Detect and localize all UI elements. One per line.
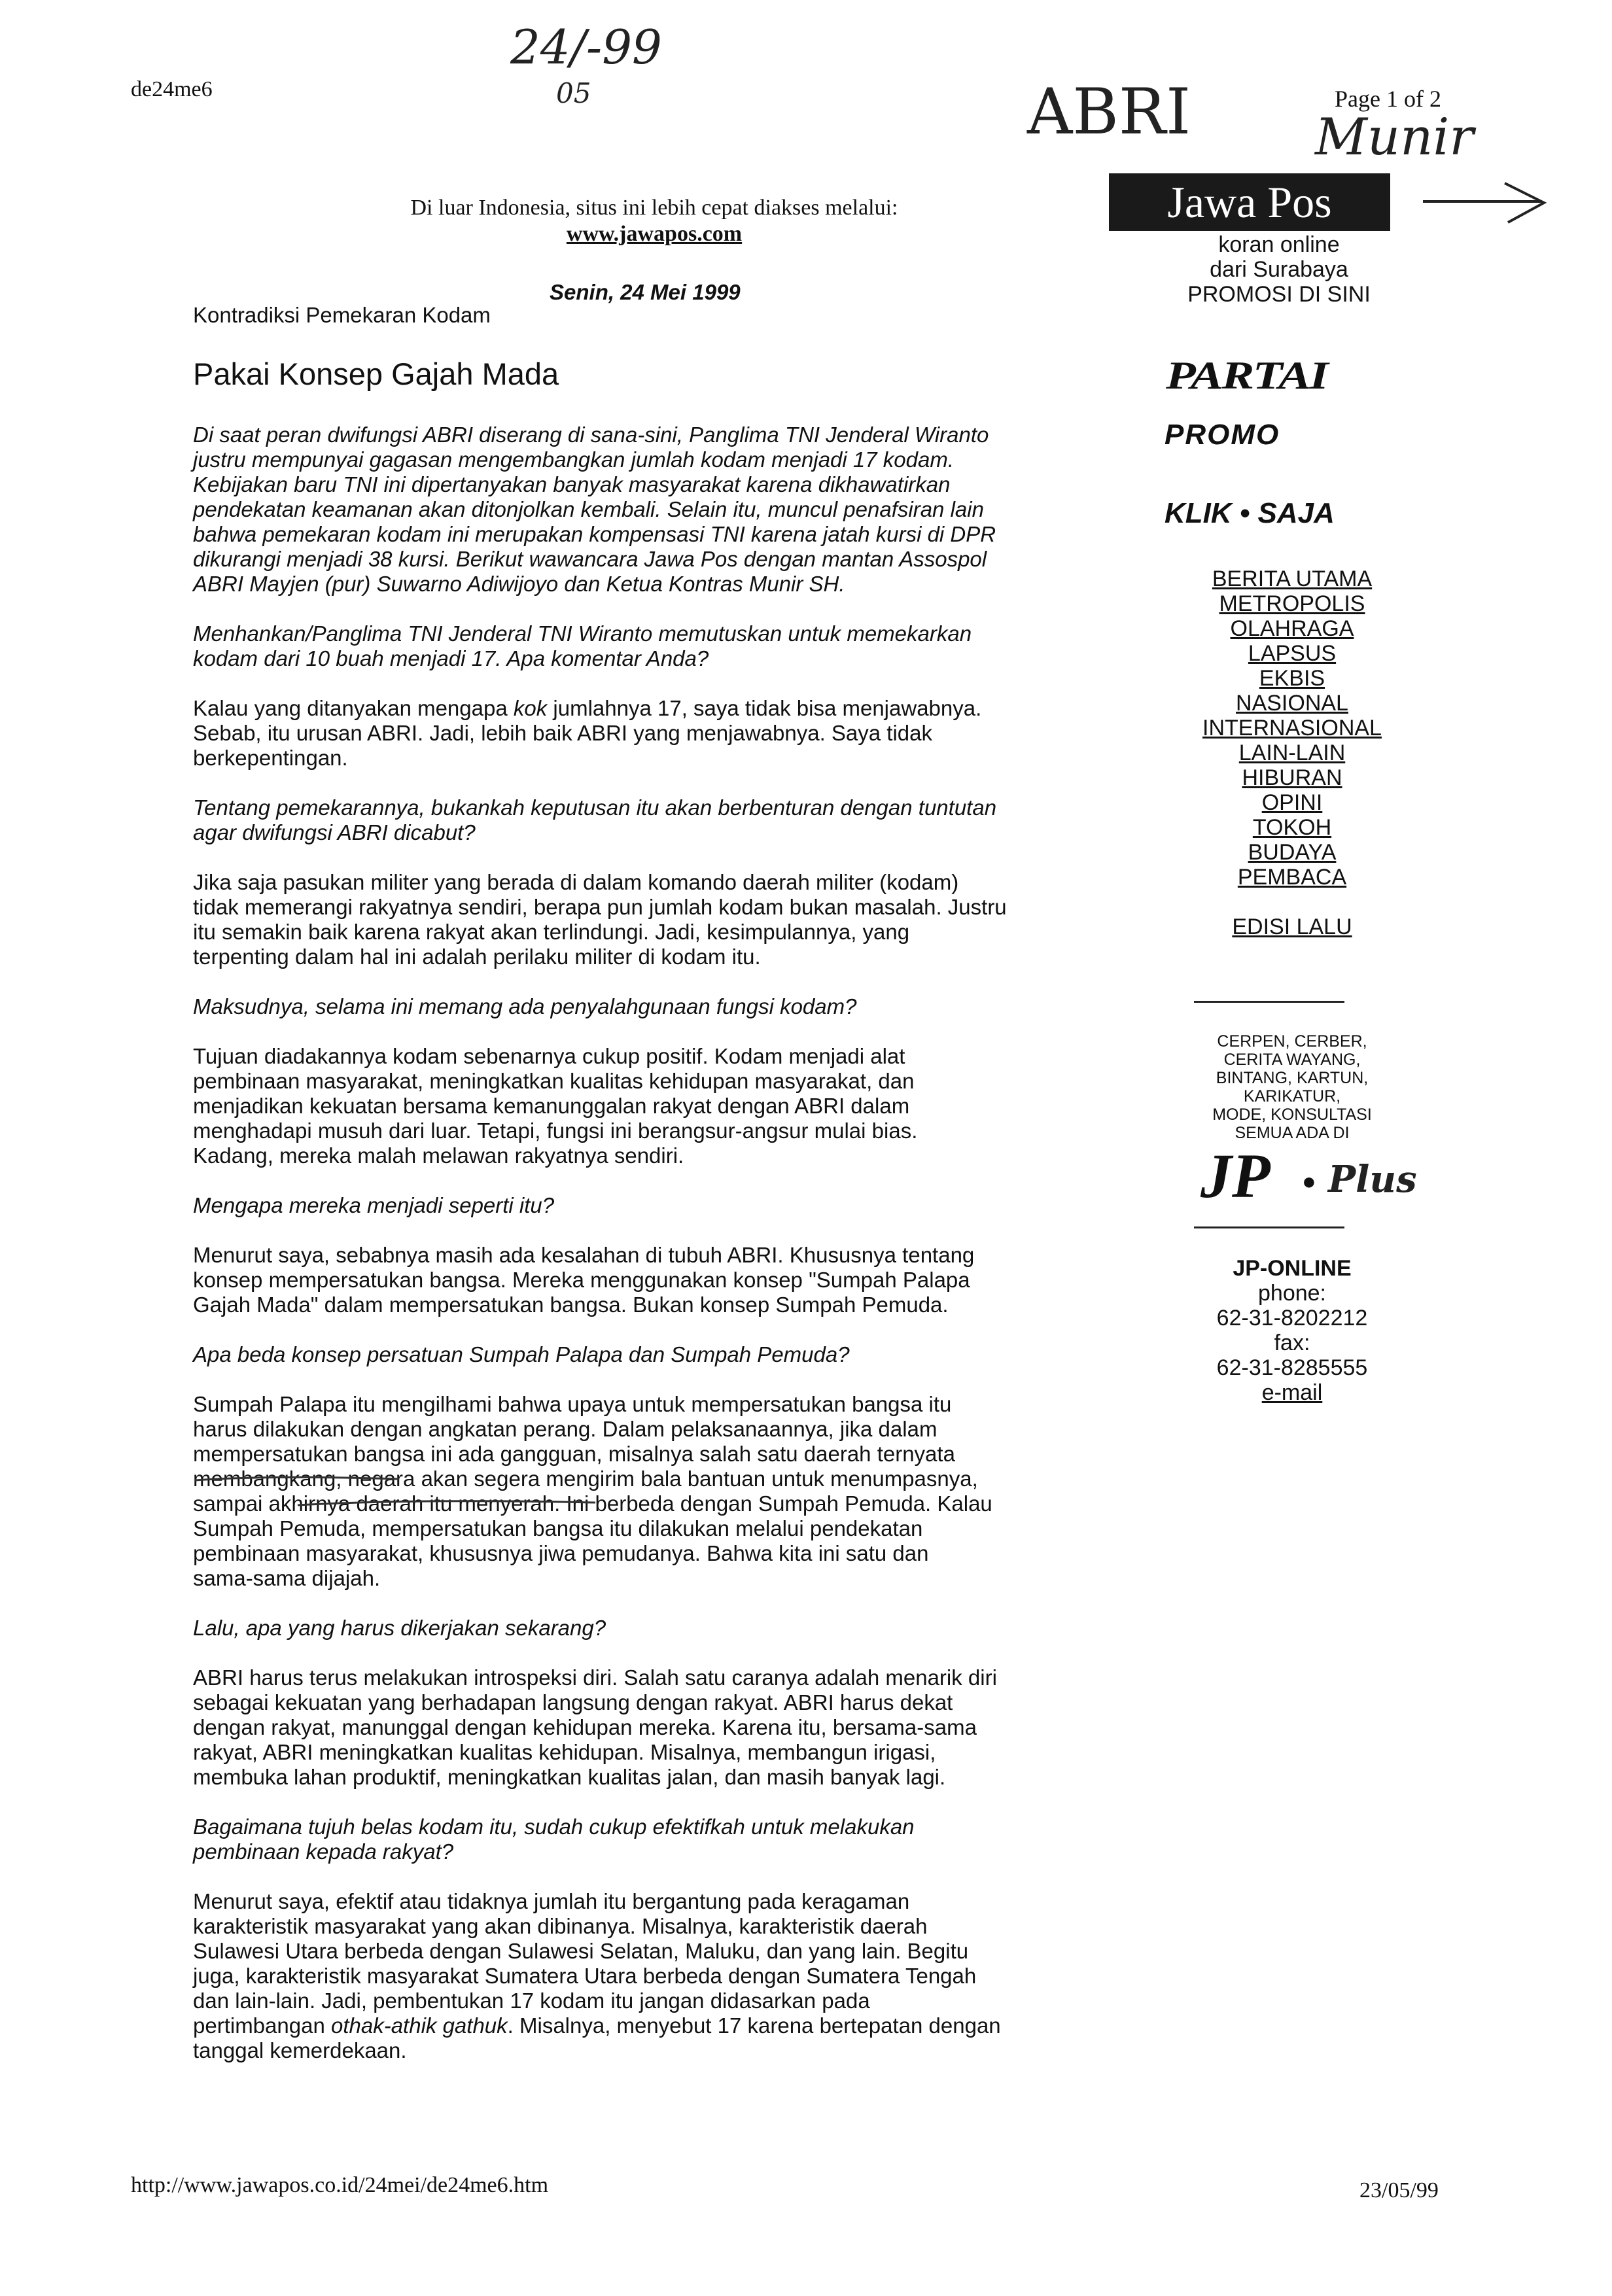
promo-logo[interactable]: PROMO — [1165, 419, 1280, 451]
promo-label[interactable]: PROMOSI DI SINI — [1187, 282, 1371, 307]
phone-label: phone: — [1258, 1281, 1326, 1306]
contact-title: JP-ONLINE — [1233, 1256, 1352, 1281]
footer-date: 23/05/99 — [1359, 2178, 1439, 2202]
answer-2: Jika saja pasukan militer yang berada di dalam komando daerah militer (kodam) tidak memerangi rakyatnya sendiri, berapa pun jumlah kodam bukan masalah. Justru itu semakin baik karena rakyat akan terlindungi. Jadi, kesimpulannya, yang terpenting dalam hal ini adalah perilaku militer di kodam itu. — [193, 870, 1007, 969]
answer-1-kok: kok — [513, 696, 548, 720]
partai-logo[interactable]: PARTAI — [1166, 354, 1327, 397]
answer-6: ABRI harus terus melakukan introspeksi diri. Salah satu caranya adalah menarik diri sebagai kekuatan yang berhadapan langsung dengan rakyat. ABRI harus dekat dengan rakyat, manunggal dengan kehidupan mereka. Karena itu, bersama-sama rakyat, ABRI meningkatkan kualitas kehidupan. Misalnya, membangun irigasi, membuka lahan produktif, meningkatkan kualitas jalan, dan masih banyak lagi. — [193, 1665, 997, 1789]
handwritten-date: 24/-99 — [510, 20, 662, 75]
article-date: Senin, 24 Mei 1999 — [550, 280, 741, 304]
tagline-koran: koran online — [1218, 232, 1340, 257]
tagline-surabaya: dari Surabaya — [1210, 257, 1348, 282]
handwritten-sub: 05 — [556, 77, 591, 109]
fax-number: 62-31-8285555 — [1216, 1355, 1368, 1380]
nav-edisi-lalu[interactable]: EDISI LALU — [1232, 914, 1352, 939]
page-label: Page 1 of 2 — [1335, 86, 1441, 112]
doc-code: de24me6 — [131, 77, 213, 101]
access-note-line: Di luar Indonesia, situs ini lebih cepat diakses melalui: — [410, 196, 898, 220]
article-body — [193, 423, 1148, 2063]
nav-berita-utama[interactable]: BERITA UTAMA — [1212, 566, 1373, 591]
phone-number: 62-31-8202212 — [1216, 1306, 1368, 1331]
question-4: Mengapa mereka menjadi seperti itu? — [193, 1193, 555, 1217]
contact-block — [1138, 1256, 1446, 1405]
answer-3: Tujuan diadakannya kodam sebenarnya cukup positif. Kodam menjadi alat pembinaan masyarakat, meningkatkan kualitas kehidupan masyarakat, dan menjadikan kekuatan bersama kemanunggalan rakyat dengan ABRI dalam menghadapi musuh dari luar. Tetapi, fungsi ini berangsur-angsur mulai bias. Kadang, mereka malah melawan rakyatnya sendiri. — [193, 1044, 918, 1168]
nav-metropolis[interactable]: METROPOLIS — [1219, 591, 1365, 616]
answer-1-part-b: jumlahnya 17, saya tidak bisa menjawabnya. Sebab, itu urusan ABRI. Jadi, lebih baik ABRI yang menjawabnya. Saya tidak berkepentingan. — [193, 696, 982, 770]
bullet-icon: ● — [1302, 1168, 1316, 1194]
answer-5: Sumpah Palapa itu mengilhami bahwa upaya untuk mempersatukan bangsa itu harus dilakukan dengan angkatan perang. Dalam pelaksanaannya, jika dalam mempersatukan bangsa ini ada gangguan, misalnya salah satu daerah ternyata membangkang, negara akan segera mengirim bala bantuan untuk menumpasnya, sampai akhirnya daerah itu menyerah. Ini berbeda dengan Sumpah Pemuda. Kalau Sumpah Pemuda, mempersatukan bangsa itu dilakukan melalui pendekatan pembinaan masyarakat, khususnya jiwa pemudanya. Bahwa kita ini satu dan sama-sama dijajah. — [193, 1392, 992, 1590]
answer-1-part-a: Kalau yang ditanyakan mengapa — [193, 696, 514, 720]
handwritten-arrow-icon — [1420, 177, 1551, 229]
question-1: Menhankan/Panglima TNI Jenderal TNI Wiranto memutuskan untuk memekarkan kodam dari 10 buah menjadi 17. Apa komentar Anda? — [193, 621, 972, 670]
article-kicker: Kontradiksi Pemekaran Kodam — [193, 303, 491, 327]
question-6: Lalu, apa yang harus dikerjakan sekarang? — [193, 1616, 606, 1640]
answer-4: Menurut saya, sebabnya masih ada kesalahan di tubuh ABRI. Khususnya tentang konsep mempersatukan bangsa. Mereka menggunakan konsep "Sumpah Palapa Gajah Mada" dalam mempersatukan bangsa. Bukan konsep Sumpah Pemuda. — [193, 1243, 975, 1317]
answer-7 — [193, 1889, 1148, 2063]
nav-budaya[interactable]: BUDAYA — [1248, 840, 1337, 865]
answer-7-part-b: . Misalnya, menyebut 17 karena bertepatan dengan tanggal kemerdekaan. — [193, 2013, 1001, 2062]
article-title: Pakai Konsep Gajah Mada — [193, 357, 559, 391]
jawapos-brand-logo[interactable]: Jawa Pos — [1109, 173, 1390, 231]
answer-1 — [193, 696, 1148, 771]
nav-lain-lain[interactable]: LAIN-LAIN — [1238, 740, 1346, 765]
nav-olahraga[interactable]: OLAHRAGA — [1230, 616, 1354, 641]
email-link[interactable]: e-mail — [1261, 1380, 1323, 1405]
question-5: Apa beda konsep persatuan Sumpah Palapa dan Sumpah Pemuda? — [193, 1342, 850, 1366]
fax-label: fax: — [1274, 1331, 1310, 1355]
nav-nasional[interactable]: NASIONAL — [1236, 691, 1348, 716]
answer-7-italic: othak-athik gathuk — [330, 2013, 508, 2038]
jp-plus-promo-text: CERPEN, CERBER, CERITA WAYANG, BINTANG, KARTUN, KARIKATUR, MODE, KONSULTASI SEMUA ADA DI — [1212, 1032, 1372, 1142]
sidebar-nav — [1138, 566, 1446, 939]
jp-logo[interactable]: JP — [1200, 1141, 1270, 1211]
sidebar-tagline — [1138, 232, 1420, 307]
handwritten-name: Munir — [1315, 108, 1474, 167]
sidebar-divider-2 — [1194, 1226, 1344, 1228]
question-2: Tentang pemekarannya, bukankah keputusan itu akan berbenturan dengan tuntutan agar dwifungsi ABRI dicabut? — [193, 795, 997, 844]
nav-lapsus[interactable]: LAPSUS — [1248, 641, 1337, 666]
article-lead: Di saat peran dwifungsi ABRI diserang di sana-sini, Panglima TNI Jenderal Wiranto justru mempunyai gagasan mengembangkan jumlah kodam menjadi 17 kodam. Kebijakan baru TNI ini dipertanyakan banyak masyarakat karena dikhawatirkan pendekatan keamanan akan ditonjolkan kembali. Selain itu, muncul penafsiran lain bahwa pemekaran kodam ini merupakan kompensasi TNI karena jatah kursi di DPR dikurangi menjadi 38 kursi. Berikut wawancara Jawa Pos dengan mantan Assospol ABRI Mayjen (pur) Suwarno Adiwijoyo dan Ketua Kontras Munir SH. — [193, 423, 996, 596]
handwritten-tag: ABRI — [1027, 75, 1191, 148]
question-3: Maksudnya, selama ini memang ada penyalahgunaan fungsi kodam? — [193, 994, 857, 1018]
nav-ekbis[interactable]: EKBIS — [1259, 666, 1325, 691]
footer-url: http://www.jawapos.co.id/24mei/de24me6.htm — [131, 2173, 549, 2197]
jawapos-link[interactable]: www.jawapos.com — [566, 222, 743, 246]
nav-pembaca[interactable]: PEMBACA — [1237, 865, 1347, 890]
jp-plus-script[interactable]: Plus — [1328, 1158, 1417, 1201]
nav-opini[interactable]: OPINI — [1261, 790, 1323, 815]
nav-tokoh[interactable]: TOKOH — [1252, 815, 1332, 840]
nav-hiburan[interactable]: HIBURAN — [1242, 765, 1342, 790]
access-note — [327, 195, 981, 247]
question-7: Bagaimana tujuh belas kodam itu, sudah cukup efektifkah untuk melakukan pembinaan kepada rakyat? — [193, 1815, 915, 1864]
handwritten-underline-annotation — [190, 1455, 779, 1514]
nav-internasional[interactable]: INTERNASIONAL — [1202, 716, 1382, 740]
answer-7-part-a: Menurut saya, efektif atau tidaknya jumlah itu bergantung pada keragaman karakteristik masyarakat yang akan dibinanya. Misalnya, karakteristik daerah Sulawesi Utara berbeda dengan Sulawesi Selatan, Maluku, dan yang lain. Begitu juga, karakteristik masyarakat Sumatera Utara berbeda dengan Sumatera Tengah dan lain-lain. Jadi, pembentukan 17 kodam itu jangan didasarkan pada pertimbangan — [193, 1889, 977, 2038]
klik-saja-logo[interactable]: KLIK • SAJA — [1165, 497, 1335, 529]
sidebar-divider — [1194, 1001, 1344, 1003]
